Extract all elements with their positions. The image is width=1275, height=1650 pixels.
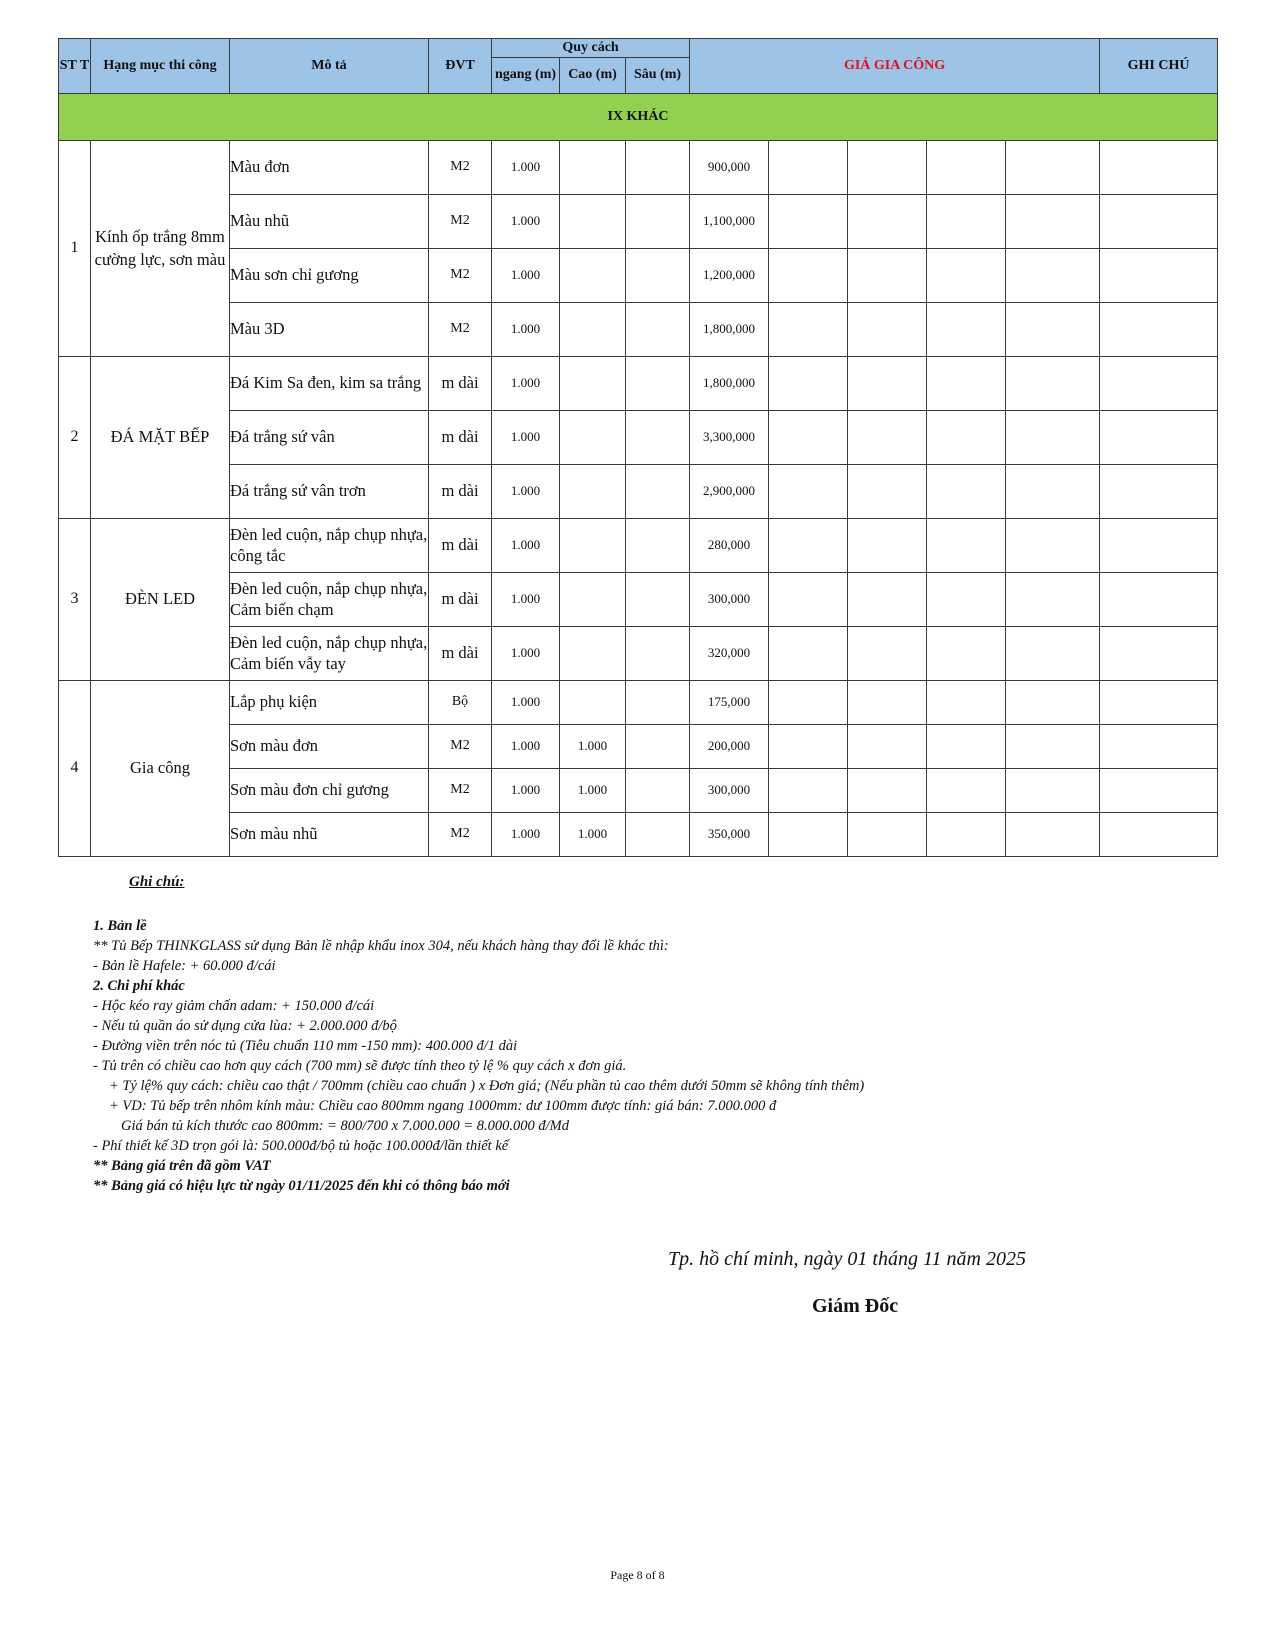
row-category: ĐÈN LED (91, 518, 230, 680)
row-depth (626, 410, 690, 464)
header-description: Mô tả (230, 39, 429, 94)
table-row (59, 464, 1218, 518)
row-height (560, 356, 626, 410)
note-line: - Tủ trên có chiều cao hơn quy cách (700 mm) sẽ được tính theo tỷ lệ % quy cách x đơn giá. (93, 1058, 627, 1074)
row-unit: M2 (429, 812, 492, 856)
row-price: 280,000 (690, 518, 769, 572)
header-stt: ST T (59, 39, 91, 94)
row-price-extra (1006, 140, 1100, 194)
row-price: 320,000 (690, 626, 769, 680)
row-height (560, 302, 626, 356)
price-table (58, 38, 1218, 857)
note-line: ** Bảng giá có hiệu lực từ ngày 01/11/2025 đến khi có thông báo mới (93, 1178, 510, 1194)
table-row (59, 194, 1218, 248)
row-price-extra (927, 464, 1006, 518)
note-line: - Nếu tủ quần áo sử dụng cửa lùa: + 2.000.000 đ/bộ (93, 1018, 397, 1034)
row-width: 1.000 (492, 724, 560, 768)
row-depth (626, 724, 690, 768)
note-line: - Hộc kéo ray giảm chấn adam: + 150.000 đ/cái (93, 998, 375, 1014)
row-unit: M2 (429, 302, 492, 356)
row-height (560, 410, 626, 464)
row-height (560, 626, 626, 680)
row-width: 1.000 (492, 356, 560, 410)
row-price-extra (769, 812, 848, 856)
row-unit: m dài (429, 626, 492, 680)
row-price-extra (769, 140, 848, 194)
row-price-extra (927, 572, 1006, 626)
notes-body (93, 916, 864, 1196)
row-price-extra (769, 464, 848, 518)
row-stt: 3 (59, 518, 91, 680)
row-description: Sơn màu đơn chỉ gương (230, 768, 429, 812)
row-height: 1.000 (560, 724, 626, 768)
row-unit: m dài (429, 518, 492, 572)
row-width: 1.000 (492, 194, 560, 248)
row-price-extra (1006, 464, 1100, 518)
row-height: 1.000 (560, 812, 626, 856)
row-note (1100, 464, 1218, 518)
signature-date: Tp. hồ chí minh, ngày 01 tháng 11 năm 2025 (668, 1248, 1026, 1270)
row-price: 1,100,000 (690, 194, 769, 248)
row-price: 900,000 (690, 140, 769, 194)
note-line: 1. Bản lề (93, 918, 147, 934)
row-price-extra (1006, 356, 1100, 410)
row-price-extra (927, 518, 1006, 572)
row-category: Gia công (91, 680, 230, 856)
note-line: - Phí thiết kế 3D trọn gói là: 500.000đ/bộ tủ hoặc 100.000đ/lần thiết kế (93, 1138, 509, 1154)
row-note (1100, 140, 1218, 194)
row-price-extra (769, 768, 848, 812)
row-price-extra (848, 410, 927, 464)
row-height (560, 572, 626, 626)
row-price-extra (848, 356, 927, 410)
row-unit: M2 (429, 248, 492, 302)
note-line: ** Bảng giá trên đã gồm VAT (93, 1158, 271, 1174)
row-unit: m dài (429, 464, 492, 518)
row-unit: M2 (429, 194, 492, 248)
table-row (59, 248, 1218, 302)
row-price-extra (848, 248, 927, 302)
row-price-extra (1006, 302, 1100, 356)
row-price: 350,000 (690, 812, 769, 856)
row-description: Sơn màu nhũ (230, 812, 429, 856)
row-width: 1.000 (492, 140, 560, 194)
row-height (560, 464, 626, 518)
row-depth (626, 194, 690, 248)
row-description: Đá Kim Sa đen, kim sa trắng (230, 356, 429, 410)
row-description: Màu sơn chỉ gương (230, 248, 429, 302)
row-depth (626, 140, 690, 194)
row-description: Đá trắng sứ vân trơn (230, 464, 429, 518)
row-width: 1.000 (492, 572, 560, 626)
header-width: ngang (m) (492, 57, 560, 93)
row-price-extra (927, 410, 1006, 464)
row-price-extra (927, 248, 1006, 302)
row-price-extra (927, 680, 1006, 724)
row-price-extra (1006, 680, 1100, 724)
header-unit: ĐVT (429, 39, 492, 94)
row-unit: m dài (429, 572, 492, 626)
table-row (59, 626, 1218, 680)
row-price-extra (848, 140, 927, 194)
row-width: 1.000 (492, 518, 560, 572)
row-description: Sơn màu đơn (230, 724, 429, 768)
row-height (560, 140, 626, 194)
row-price-extra (769, 356, 848, 410)
row-width: 1.000 (492, 768, 560, 812)
row-note (1100, 812, 1218, 856)
row-width: 1.000 (492, 248, 560, 302)
row-price-extra (769, 410, 848, 464)
row-price: 1,800,000 (690, 302, 769, 356)
row-price: 3,300,000 (690, 410, 769, 464)
row-unit: M2 (429, 768, 492, 812)
row-note (1100, 410, 1218, 464)
table-row (59, 768, 1218, 812)
row-note (1100, 680, 1218, 724)
table-row (59, 302, 1218, 356)
note-line: - Bản lề Hafele: + 60.000 đ/cái (93, 958, 276, 974)
row-note (1100, 302, 1218, 356)
row-price-extra (1006, 626, 1100, 680)
row-unit: Bộ (429, 680, 492, 724)
row-price-extra (769, 724, 848, 768)
note-line: ** Tủ Bếp THINKGLASS sử dụng Bản lề nhập khẩu inox 304, nếu khách hàng thay đổi lề khác thì: (93, 938, 669, 954)
section-title: IX KHÁC (59, 93, 1218, 140)
header-price: GIÁ GIA CÔNG (690, 39, 1100, 94)
table-row (59, 518, 1218, 572)
row-price-extra (927, 626, 1006, 680)
section-row (59, 93, 1218, 140)
row-stt: 2 (59, 356, 91, 518)
row-price: 175,000 (690, 680, 769, 724)
notes-title: Ghi chú: (129, 874, 185, 890)
row-category: Kính ốp trắng 8mm cường lực, sơn màu (91, 140, 230, 356)
row-height: 1.000 (560, 768, 626, 812)
page-number: Page 8 of 8 (610, 1568, 665, 1582)
row-price-extra (848, 626, 927, 680)
row-height (560, 680, 626, 724)
row-depth (626, 464, 690, 518)
row-price-extra (848, 302, 927, 356)
row-price-extra (927, 812, 1006, 856)
signature-role: Giám Đốc (812, 1295, 899, 1317)
row-note (1100, 194, 1218, 248)
row-price-extra (769, 194, 848, 248)
row-description: Đèn led cuộn, nắp chụp nhựa, công tắc (230, 518, 429, 572)
row-note (1100, 518, 1218, 572)
note-line: Giá bán tủ kích thước cao 800mm: = 800/700 x 7.000.000 = 8.000.000 đ/Md (121, 1118, 570, 1134)
row-width: 1.000 (492, 410, 560, 464)
row-price-extra (1006, 812, 1100, 856)
row-price-extra (848, 194, 927, 248)
table-row (59, 572, 1218, 626)
row-width: 1.000 (492, 464, 560, 518)
row-height (560, 518, 626, 572)
row-price: 300,000 (690, 768, 769, 812)
header-category: Hạng mục thi công (91, 39, 230, 94)
row-description: Màu nhũ (230, 194, 429, 248)
row-price: 2,900,000 (690, 464, 769, 518)
row-price-extra (848, 572, 927, 626)
row-note (1100, 724, 1218, 768)
row-depth (626, 356, 690, 410)
row-stt: 1 (59, 140, 91, 356)
row-price-extra (769, 626, 848, 680)
row-description: Lắp phụ kiện (230, 680, 429, 724)
row-price-extra (1006, 410, 1100, 464)
table-row (59, 724, 1218, 768)
row-unit: M2 (429, 724, 492, 768)
row-note (1100, 626, 1218, 680)
row-price-extra (927, 768, 1006, 812)
row-price-extra (927, 724, 1006, 768)
row-note (1100, 768, 1218, 812)
row-price-extra (927, 302, 1006, 356)
table-row (59, 680, 1218, 724)
table-row (59, 356, 1218, 410)
row-price-extra (848, 464, 927, 518)
row-height (560, 194, 626, 248)
row-category: ĐÁ MẶT BẾP (91, 356, 230, 518)
row-price-extra (769, 248, 848, 302)
row-width: 1.000 (492, 812, 560, 856)
table-row (59, 410, 1218, 464)
header-note: GHI CHÚ (1100, 39, 1218, 94)
row-depth (626, 680, 690, 724)
row-description: Đèn led cuộn, nắp chụp nhựa, Cảm biến chạm (230, 572, 429, 626)
note-line: + Tỷ lệ% quy cách: chiều cao thật / 700mm (chiều cao chuẩn ) x Đơn giá; (Nếu phần tủ cao thêm dưới 50mm sẽ không tính thêm) (109, 1078, 865, 1094)
row-price-extra (848, 680, 927, 724)
row-price-extra (1006, 518, 1100, 572)
row-depth (626, 518, 690, 572)
row-price-extra (1006, 248, 1100, 302)
row-price-extra (848, 518, 927, 572)
row-price-extra (927, 356, 1006, 410)
row-height (560, 248, 626, 302)
row-description: Đá trắng sứ vân (230, 410, 429, 464)
row-unit: m dài (429, 410, 492, 464)
row-width: 1.000 (492, 680, 560, 724)
row-price-extra (769, 518, 848, 572)
row-price-extra (927, 194, 1006, 248)
row-note (1100, 572, 1218, 626)
row-price-extra (1006, 768, 1100, 812)
row-description: Đèn led cuộn, nắp chụp nhựa, Cảm biến vẫy tay (230, 626, 429, 680)
row-price: 200,000 (690, 724, 769, 768)
row-price-extra (1006, 194, 1100, 248)
note-line: + VD: Tủ bếp trên nhôm kính màu: Chiều cao 800mm ngang 1000mm: dư 100mm được tính: giá bán: 7.000.000 đ (109, 1098, 777, 1114)
row-note (1100, 356, 1218, 410)
header-spec: Quy cách (492, 39, 690, 58)
row-unit: M2 (429, 140, 492, 194)
row-width: 1.000 (492, 626, 560, 680)
row-price-extra (769, 302, 848, 356)
row-depth (626, 812, 690, 856)
row-price-extra (1006, 572, 1100, 626)
row-description: Màu đơn (230, 140, 429, 194)
row-price-extra (848, 724, 927, 768)
row-price: 1,800,000 (690, 356, 769, 410)
row-price-extra (769, 572, 848, 626)
row-price-extra (769, 680, 848, 724)
row-width: 1.000 (492, 302, 560, 356)
row-description: Màu 3D (230, 302, 429, 356)
header-depth: Sâu (m) (626, 57, 690, 93)
row-price-extra (1006, 724, 1100, 768)
row-unit: m dài (429, 356, 492, 410)
row-depth (626, 572, 690, 626)
row-price-extra (927, 140, 1006, 194)
header-height: Cao (m) (560, 57, 626, 93)
table-row (59, 140, 1218, 194)
row-depth (626, 626, 690, 680)
note-line: - Đường viền trên nóc tủ (Tiêu chuẩn 110 mm -150 mm): 400.000 đ/1 dài (93, 1038, 518, 1054)
table-row (59, 812, 1218, 856)
note-line: 2. Chi phí khác (93, 978, 185, 994)
row-stt: 4 (59, 680, 91, 856)
row-price: 300,000 (690, 572, 769, 626)
row-depth (626, 302, 690, 356)
row-depth (626, 768, 690, 812)
row-price-extra (848, 812, 927, 856)
row-price: 1,200,000 (690, 248, 769, 302)
row-note (1100, 248, 1218, 302)
row-depth (626, 248, 690, 302)
row-price-extra (848, 768, 927, 812)
